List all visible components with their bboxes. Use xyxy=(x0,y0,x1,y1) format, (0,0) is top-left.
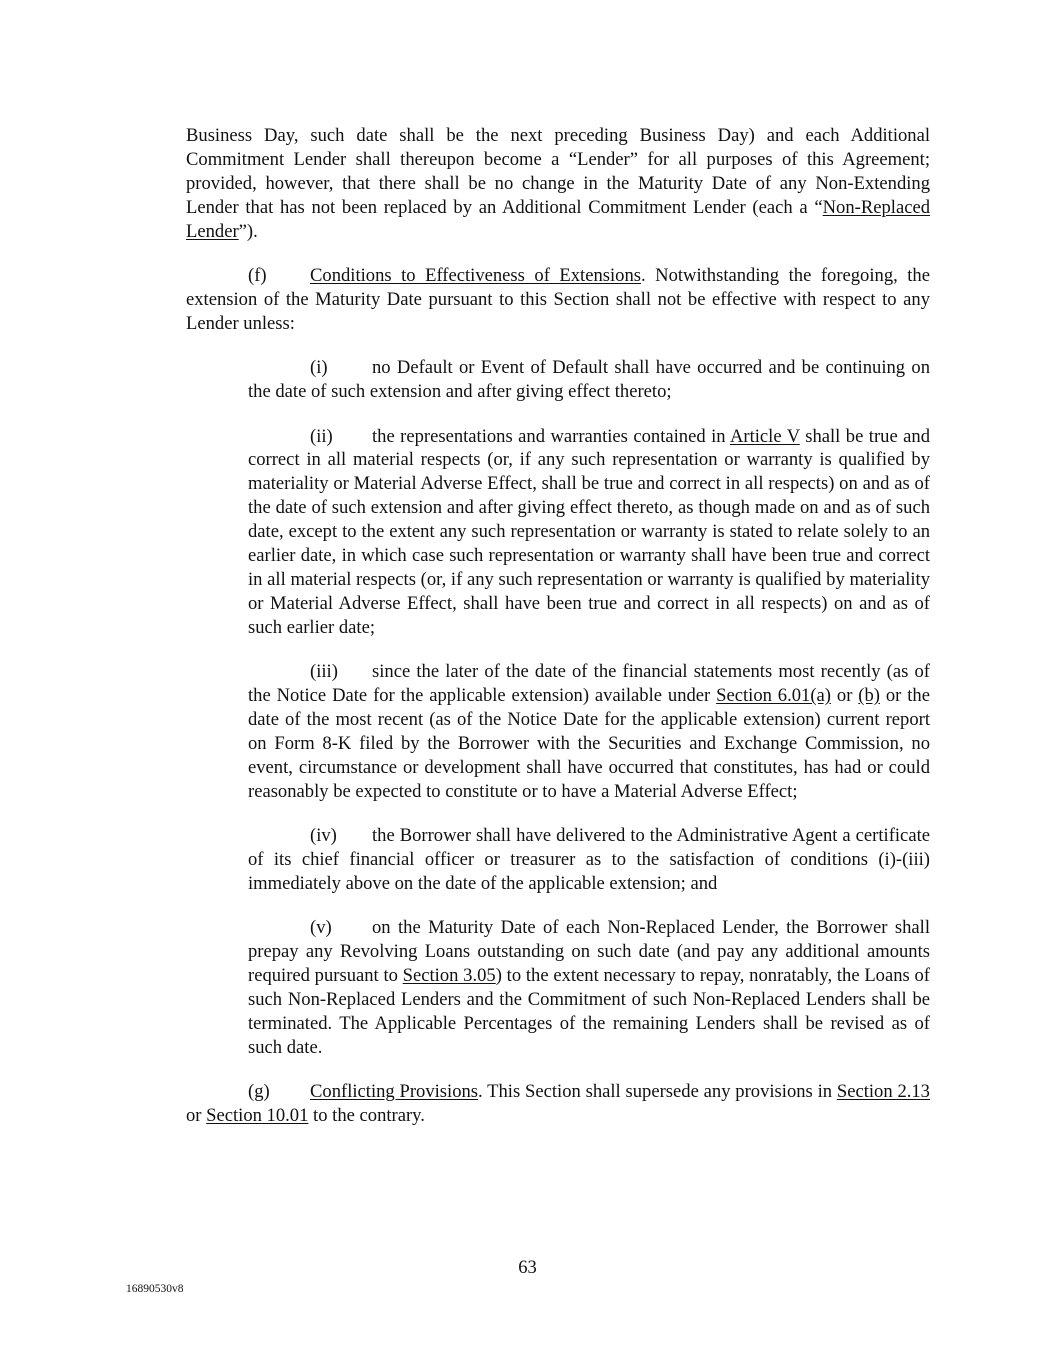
subclause-i xyxy=(248,356,930,404)
cross-reference-article-v: Article V xyxy=(729,425,800,447)
clause-label: (v) xyxy=(310,917,332,939)
page-number: 63 xyxy=(518,1257,537,1278)
cross-reference-section-3-05: Section 3.05 xyxy=(402,965,496,987)
paragraph-text: . This Section shall supersede any provisions in xyxy=(478,1081,837,1103)
document-body xyxy=(186,124,930,1128)
defined-term-non-replaced-lender: Non-Replaced Lender xyxy=(186,196,930,242)
paragraph-text: ”). xyxy=(238,220,258,242)
clause-label: (iii) xyxy=(310,661,338,683)
paragraph-text: the representations and warranties contained in xyxy=(372,425,730,447)
clause-label: (g) xyxy=(248,1081,270,1103)
clause-label: (i) xyxy=(310,357,328,379)
paragraph-text: shall be true and correct in all material respects (or, if any such representation or warranty is qualified by materiality or Material Adverse Effect, shall be true and correct in all respects) on and as of the date of such extension and after giving effect thereto, as though made on and as of such date, except to the extent any such representation or warranty is stated to relate solely to an earlier date, in which case such representation or warranty shall have been true and correct in all material respects (or, if any such representation or warranty is qualified by materiality or Material Adverse Effect, shall have been true and correct in all respects) on and as of such earlier date; xyxy=(248,425,930,638)
cross-reference-section-10-01: Section 10.01 xyxy=(206,1105,309,1127)
clause-label: (iv) xyxy=(310,825,337,847)
paragraph-f xyxy=(186,264,930,336)
paragraph-text: ) to the extent necessary to repay, nonratably, the Loans of such Non-Replaced Lenders and the Commitment of such Non-Replaced Lenders shall be terminated. The Applicable Percentages of the remaining Lenders shall be revised as of such date. xyxy=(248,965,930,1058)
paragraph-text: Business Day, such date shall be the next preceding Business Day) and each Additional Commitment Lender shall thereupon become a “Lender” for all purposes of this Agreement; provided, however, that there shall be no change in the Maturity Date of any Non-Extending Lender that has not been replaced by an Additional Commitment Lender (each a “ xyxy=(186,125,930,218)
cross-reference-b: (b) xyxy=(858,685,880,707)
paragraph-text: . Notwithstanding the foregoing, the extension of the Maturity Date pursuant to this Section shall not be effective with respect to any Lender unless: xyxy=(186,265,930,334)
document-id: 16890530v8 xyxy=(126,1283,184,1295)
paragraph-text: or xyxy=(186,1105,207,1127)
paragraph-text: no Default or Event of Default shall have occurred and be continuing on the date of such extension and after giving effect thereto; xyxy=(248,357,930,403)
cross-reference-section-2-13: Section 2.13 xyxy=(836,1081,930,1103)
paragraph-text: or the date of the most recent (as of the Notice Date for the applicable extension) current report on Form 8-K filed by the Borrower with the Securities and Exchange Commission, no event, circumstance or development shall have occurred that constitutes, has had or could reasonably be expected to constitute or to have a Material Adverse Effect; xyxy=(248,685,930,802)
paragraph-text: since the later of the date of the financial statements most recently (as of the Notice Date for the applicable extension) available under xyxy=(248,661,930,707)
cross-reference-section-6-01a: Section 6.01(a) xyxy=(716,685,831,707)
clause-label: (f) xyxy=(248,265,267,287)
clause-heading: Conditions to Effectiveness of Extensions xyxy=(310,265,641,287)
clause-label: (ii) xyxy=(310,425,333,447)
paragraph-text: the Borrower shall have delivered to the Administrative Agent a certificate of its chief financial officer or treasurer as to the satisfaction of conditions (i)-(iii) immediately above on the date of the applicable extension; and xyxy=(248,825,930,894)
subclause-iii xyxy=(248,660,930,803)
subclause-iv xyxy=(248,824,930,896)
paragraph-text: or xyxy=(831,685,859,707)
subclause-ii xyxy=(248,425,930,640)
clause-heading: Conflicting Provisions xyxy=(310,1081,479,1103)
paragraph-g xyxy=(186,1080,930,1128)
paragraph-continuation xyxy=(186,124,930,244)
paragraph-text: on the Maturity Date of each Non-Replaced Lender, the Borrower shall prepay any Revolving Loans outstanding on such date (and pay any additional amounts required pursuant to xyxy=(248,917,930,987)
subclause-v xyxy=(248,916,930,1059)
paragraph-text: to the contrary. xyxy=(308,1105,425,1127)
